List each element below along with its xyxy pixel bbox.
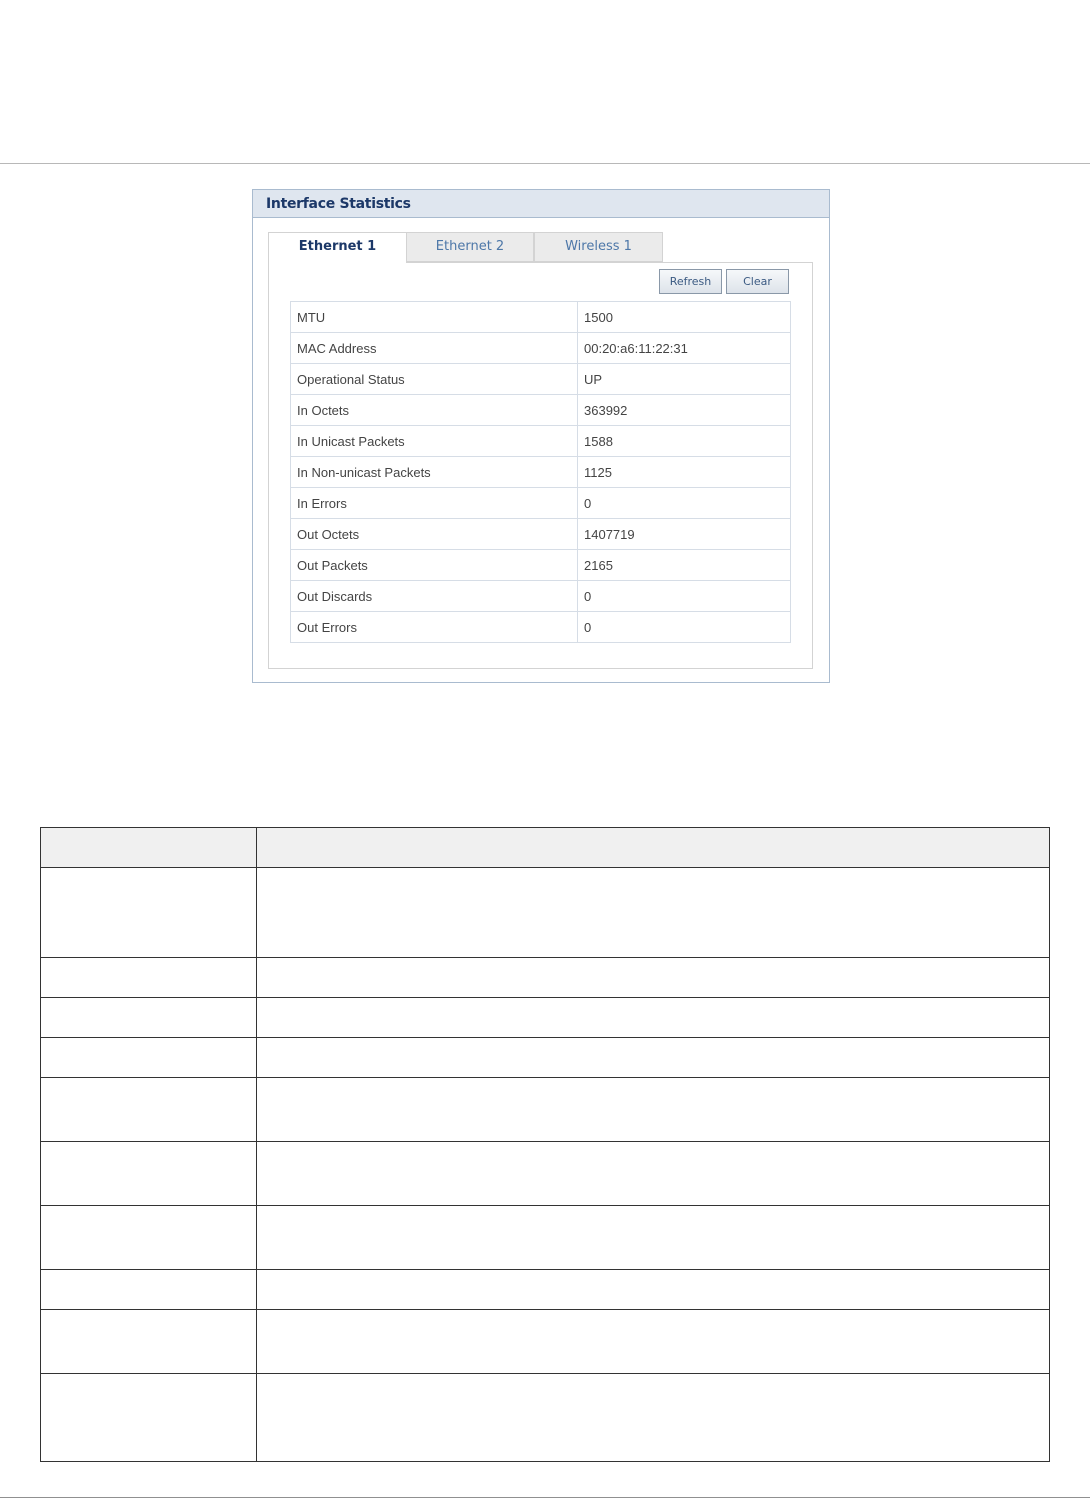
stat-value-mtu: 1500 xyxy=(578,302,791,333)
table-row xyxy=(41,1142,1050,1206)
stat-value-mac-address: 00:20:a6:11:22:31 xyxy=(578,333,791,364)
table-row xyxy=(41,1206,1050,1270)
table-row xyxy=(291,581,791,612)
description-cell xyxy=(257,1078,1050,1142)
table-row xyxy=(41,868,1050,958)
stat-value-out-errors: 0 xyxy=(578,612,791,643)
top-divider xyxy=(0,163,1090,164)
table-row xyxy=(291,302,791,333)
description-cell xyxy=(257,1206,1050,1270)
description-cell xyxy=(257,1270,1050,1310)
description-table xyxy=(40,827,1050,1462)
stat-label-mtu: MTU xyxy=(291,302,578,333)
description-header-row xyxy=(41,828,1050,868)
stat-label-out-packets: Out Packets xyxy=(291,550,578,581)
bottom-divider xyxy=(0,1497,1090,1498)
description-cell xyxy=(41,1078,257,1142)
stat-value-out-octets: 1407719 xyxy=(578,519,791,550)
table-row xyxy=(41,1310,1050,1374)
table-row xyxy=(41,1078,1050,1142)
stat-label-out-errors: Out Errors xyxy=(291,612,578,643)
description-cell xyxy=(257,1374,1050,1462)
table-row xyxy=(41,1270,1050,1310)
description-header-cell xyxy=(41,828,257,868)
table-row xyxy=(41,998,1050,1038)
tab-content xyxy=(268,262,813,669)
description-cell xyxy=(41,1374,257,1462)
tab-ethernet-1[interactable]: Ethernet 1 xyxy=(268,232,407,263)
table-row xyxy=(291,612,791,643)
stat-value-in-errors: 0 xyxy=(578,488,791,519)
stat-label-out-octets: Out Octets xyxy=(291,519,578,550)
description-cell xyxy=(257,958,1050,998)
interface-statistics-panel xyxy=(252,189,830,683)
refresh-button[interactable]: Refresh xyxy=(659,269,722,294)
panel-header xyxy=(253,190,829,218)
description-cell xyxy=(41,1310,257,1374)
stat-label-out-discards: Out Discards xyxy=(291,581,578,612)
table-row xyxy=(291,457,791,488)
statistics-table xyxy=(290,301,791,643)
stat-label-in-unicast-packets: In Unicast Packets xyxy=(291,426,578,457)
description-cell xyxy=(41,1270,257,1310)
stat-label-in-non-unicast-packets: In Non-unicast Packets xyxy=(291,457,578,488)
stat-value-operational-status: UP xyxy=(578,364,791,395)
table-row xyxy=(41,1374,1050,1462)
table-row xyxy=(291,488,791,519)
tab-ethernet-2[interactable]: Ethernet 2 xyxy=(406,232,534,262)
panel-title: Interface Statistics xyxy=(266,196,411,212)
table-row xyxy=(291,550,791,581)
description-cell xyxy=(41,868,257,958)
table-row xyxy=(41,1038,1050,1078)
description-cell xyxy=(257,998,1050,1038)
description-header-cell xyxy=(257,828,1050,868)
stat-label-mac-address: MAC Address xyxy=(291,333,578,364)
description-cell xyxy=(257,1142,1050,1206)
stat-label-operational-status: Operational Status xyxy=(291,364,578,395)
stat-value-in-unicast-packets: 1588 xyxy=(578,426,791,457)
table-row xyxy=(41,958,1050,998)
tab-wireless-1[interactable]: Wireless 1 xyxy=(534,232,663,262)
table-row xyxy=(291,395,791,426)
stat-value-out-discards: 0 xyxy=(578,581,791,612)
description-cell xyxy=(257,1038,1050,1078)
description-cell xyxy=(41,1038,257,1078)
clear-button[interactable]: Clear xyxy=(726,269,789,294)
description-cell xyxy=(41,958,257,998)
description-cell xyxy=(41,1142,257,1206)
description-cell xyxy=(41,1206,257,1270)
table-row xyxy=(291,519,791,550)
description-cell xyxy=(41,998,257,1038)
stat-value-in-octets: 363992 xyxy=(578,395,791,426)
description-cell xyxy=(257,1310,1050,1374)
table-row xyxy=(291,333,791,364)
description-cell xyxy=(257,868,1050,958)
stat-label-in-errors: In Errors xyxy=(291,488,578,519)
stat-label-in-octets: In Octets xyxy=(291,395,578,426)
stat-value-in-non-unicast-packets: 1125 xyxy=(578,457,791,488)
table-row xyxy=(291,426,791,457)
stat-value-out-packets: 2165 xyxy=(578,550,791,581)
table-row xyxy=(291,364,791,395)
